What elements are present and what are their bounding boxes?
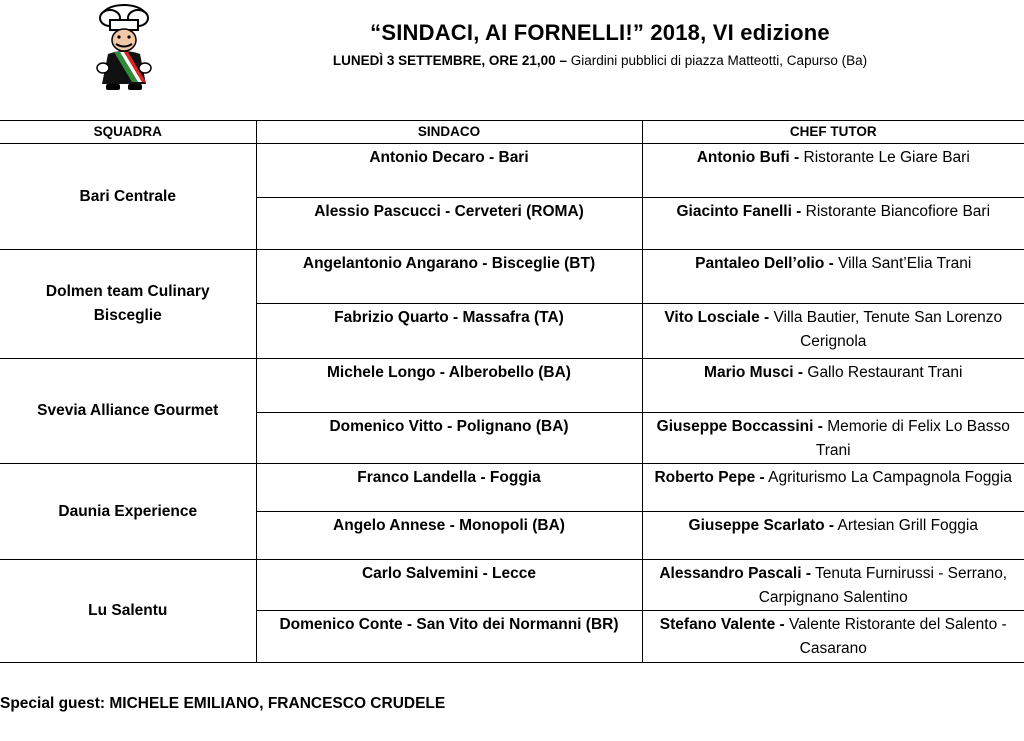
mayor-name: Antonio Decaro - Bari — [256, 144, 642, 198]
chef-tutor-cell — [642, 144, 1024, 198]
chef-tutor-cell — [642, 611, 1024, 663]
chef-name: Pantaleo Dell’olio - — [695, 255, 834, 272]
chef-venue: Artesian Grill Foggia — [834, 517, 978, 534]
chef-name: Mario Musci - — [704, 364, 804, 381]
chef-tutor-cell — [642, 464, 1024, 512]
event-date-time: LUNEDÌ 3 SETTEMBRE, ORE 21,00 – — [332, 53, 567, 68]
chef-venue: Agriturismo La Campagnola Foggia — [764, 469, 1012, 486]
mayor-name: Domenico Conte - San Vito dei Normanni (BR) — [256, 611, 642, 663]
chef-tutor-cell — [642, 304, 1024, 359]
chef-venue: Tenuta Furnirussi - Serrano, Carpignano Salentino — [758, 565, 1008, 606]
chef-tutor-cell — [642, 512, 1024, 560]
chef-name: Vito Losciale - — [664, 309, 770, 326]
mayor-name: Fabrizio Quarto - Massafra (TA) — [256, 304, 642, 359]
team-name: Dolmen team Culinary Bisceglie — [0, 250, 256, 359]
table-row — [0, 464, 1024, 512]
table-row — [0, 560, 1024, 611]
chef-name: Giacinto Fanelli - — [676, 203, 802, 220]
chef-venue: Ristorante Biancofiore Bari — [801, 203, 991, 220]
chef-venue: Memorie di Felix Lo Basso Trani — [815, 418, 1010, 459]
mayor-name: Carlo Salvemini - Lecce — [256, 560, 642, 611]
mayor-name: Angelantonio Angarano - Bisceglie (BT) — [256, 250, 642, 304]
event-location: Giardini pubblici di piazza Matteotti, Capurso (Ba) — [566, 53, 868, 68]
table-row — [0, 359, 1024, 413]
chef-name: Antonio Bufi - — [696, 149, 800, 166]
column-header-squadra: SQUADRA — [0, 121, 256, 144]
chef-venue: Gallo Restaurant Trani — [803, 364, 963, 381]
special-guests: Special guest: MICHELE EMILIANO, FRANCESCO CRUDELE — [0, 695, 446, 712]
chef-name: Stefano Valente - — [659, 616, 785, 633]
teams-table — [0, 120, 1024, 663]
team-name: Svevia Alliance Gourmet — [0, 359, 256, 464]
team-name: Daunia Experience — [0, 464, 256, 560]
team-name: Bari Centrale — [0, 144, 256, 250]
mayor-name: Domenico Vitto - Polignano (BA) — [256, 413, 642, 464]
chef-tutor-cell — [642, 359, 1024, 413]
team-name: Lu Salentu — [0, 560, 256, 663]
event-subtitle — [300, 53, 900, 68]
chef-name: Giuseppe Scarlato - — [688, 517, 835, 534]
mayor-name: Alessio Pascucci - Cerveteri (ROMA) — [256, 198, 642, 250]
chef-tutor-cell — [642, 250, 1024, 304]
mayor-name: Michele Longo - Alberobello (BA) — [256, 359, 642, 413]
table-header-row — [0, 121, 1024, 144]
table-row — [0, 250, 1024, 304]
chef-tutor-cell — [642, 413, 1024, 464]
chef-name: Giuseppe Boccassini - — [656, 418, 823, 435]
mayor-name: Angelo Annese - Monopoli (BA) — [256, 512, 642, 560]
chef-venue: Ristorante Le Giare Bari — [799, 149, 970, 166]
chef-mascot-logo — [86, 2, 162, 92]
mayor-name: Franco Landella - Foggia — [256, 464, 642, 512]
column-header-chef-tutor: CHEF TUTOR — [642, 121, 1024, 144]
chef-name: Roberto Pepe - — [654, 469, 765, 486]
chef-name: Alessandro Pascali - — [659, 565, 811, 582]
chef-venue: Villa Bautier, Tenute San Lorenzo Cerignola — [769, 309, 1003, 350]
chef-venue: Villa Sant’Elia Trani — [833, 255, 972, 272]
column-header-sindaco: SINDACO — [256, 121, 642, 144]
chef-tutor-cell — [642, 560, 1024, 611]
event-title: “SINDACI, AI FORNELLI!” 2018, VI edizione — [370, 20, 830, 45]
chef-tutor-cell — [642, 198, 1024, 250]
table-row — [0, 144, 1024, 198]
chef-venue: Valente Ristorante del Salento - Casarano — [784, 616, 1007, 657]
